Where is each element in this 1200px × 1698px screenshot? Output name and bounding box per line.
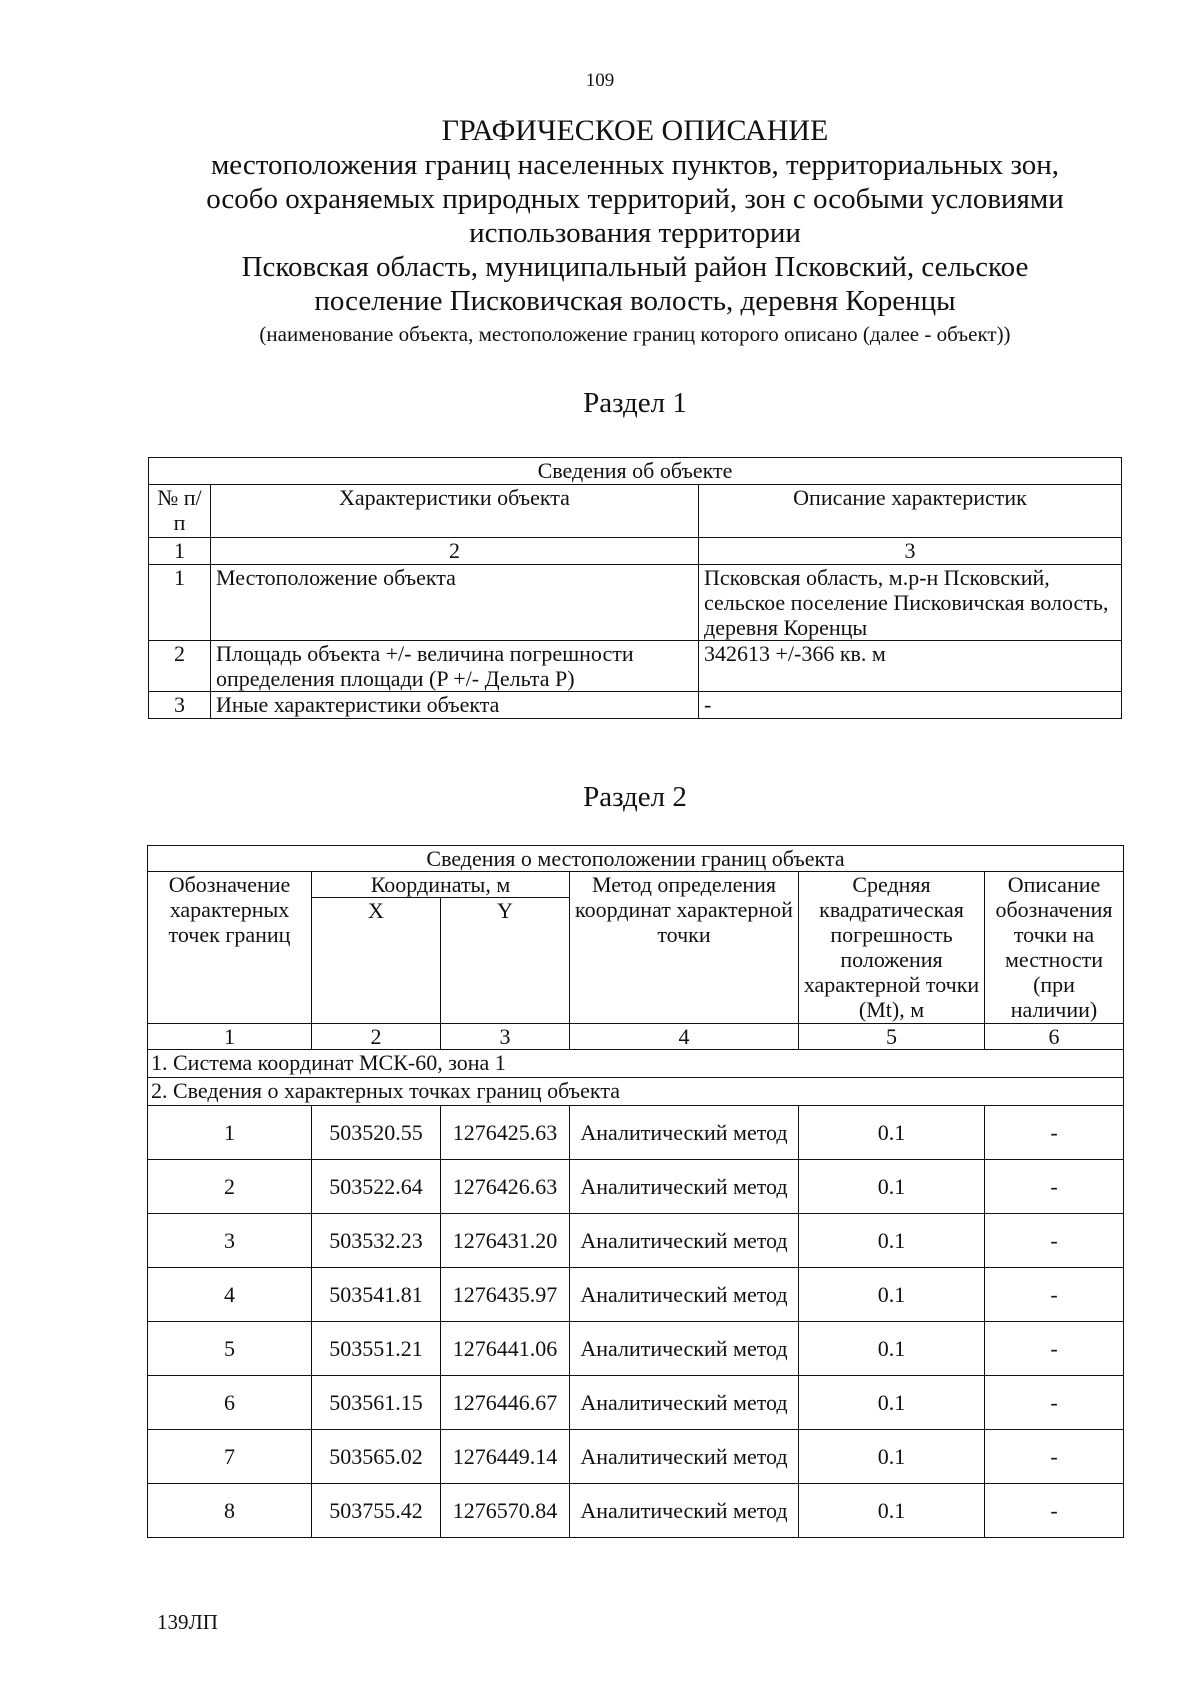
row-description: 342613 +/-366 кв. м: [699, 641, 1122, 692]
point-number: 1: [148, 1106, 312, 1160]
col-number-1: 1: [149, 538, 211, 565]
header-x: X: [312, 898, 441, 1024]
point-method: Аналитический метод: [570, 1268, 799, 1322]
title-line-5: поселение Писковичская волость, деревня Коренцы: [314, 285, 956, 317]
point-x: 503522.64: [312, 1160, 441, 1214]
table-row: [148, 1214, 1124, 1268]
point-x: 503755.42: [312, 1484, 441, 1538]
point-description: -: [985, 1268, 1124, 1322]
point-description: -: [985, 1430, 1124, 1484]
point-y: 1276431.20: [441, 1214, 570, 1268]
object-table-title: Сведения об объекте: [149, 458, 1122, 485]
point-description: -: [985, 1214, 1124, 1268]
point-error: 0.1: [799, 1484, 985, 1538]
point-description: -: [985, 1484, 1124, 1538]
point-error: 0.1: [799, 1214, 985, 1268]
point-error: 0.1: [799, 1376, 985, 1430]
point-method: Аналитический метод: [570, 1484, 799, 1538]
point-error: 0.1: [799, 1430, 985, 1484]
point-error: 0.1: [799, 1268, 985, 1322]
point-method: Аналитический метод: [570, 1376, 799, 1430]
point-error: 0.1: [799, 1322, 985, 1376]
point-method: Аналитический метод: [570, 1160, 799, 1214]
point-number: 8: [148, 1484, 312, 1538]
page-number: 109: [585, 70, 615, 91]
point-description: -: [985, 1160, 1124, 1214]
point-number: 4: [148, 1268, 312, 1322]
point-x: 503541.81: [312, 1268, 441, 1322]
point-description: -: [985, 1106, 1124, 1160]
point-method: Аналитический метод: [570, 1430, 799, 1484]
point-error: 0.1: [799, 1160, 985, 1214]
point-number: 5: [148, 1322, 312, 1376]
section-2-heading: Раздел 2: [583, 781, 687, 813]
point-number: 2: [148, 1160, 312, 1214]
point-x: 503551.21: [312, 1322, 441, 1376]
coordinate-system: 1. Система координат МСК-60, зона 1: [148, 1050, 1124, 1078]
title-line-3: использования территории: [469, 217, 801, 249]
boundary-points-table: [147, 845, 1124, 1538]
point-y: 1276426.63: [441, 1160, 570, 1214]
table-row: [148, 1484, 1124, 1538]
row-description: -: [699, 692, 1122, 719]
row-description: Псковская область, м.р-н Псковский, сельское поселение Писковичская волость, деревня Коренцы: [699, 565, 1122, 641]
title-main: ГРАФИЧЕСКОЕ ОПИСАНИЕ: [441, 114, 829, 147]
point-x: 503565.02: [312, 1430, 441, 1484]
point-number: 7: [148, 1430, 312, 1484]
row-characteristic: Местоположение объекта: [211, 565, 699, 641]
title-line-1: местоположения границ населенных пунктов, территориальных зон,: [210, 149, 1060, 181]
header-number: № п/п: [149, 485, 211, 538]
footer-code: 139ЛП: [157, 1610, 218, 1634]
point-method: Аналитический метод: [570, 1322, 799, 1376]
point-y: 1276570.84: [441, 1484, 570, 1538]
header-y: Y: [441, 898, 570, 1024]
col-number-2: 2: [312, 1024, 441, 1050]
table-row: [149, 565, 1122, 641]
table-row: [148, 1430, 1124, 1484]
row-number: 2: [149, 641, 211, 692]
table-row: [149, 641, 1122, 692]
point-error: 0.1: [799, 1106, 985, 1160]
point-method: Аналитический метод: [570, 1106, 799, 1160]
point-x: 503532.23: [312, 1214, 441, 1268]
col-number-1: 1: [148, 1024, 312, 1050]
boundary-table-title: Сведения о местоположении границ объекта: [148, 846, 1124, 872]
table-row: [148, 1376, 1124, 1430]
point-x: 503520.55: [312, 1106, 441, 1160]
col-number-4: 4: [570, 1024, 799, 1050]
col-number-5: 5: [799, 1024, 985, 1050]
points-section-title: 2. Сведения о характерных точках границ объекта: [148, 1078, 1124, 1106]
point-y: 1276425.63: [441, 1106, 570, 1160]
col-number-3: 3: [699, 538, 1122, 565]
object-info-table: [148, 457, 1122, 719]
header-coordinates: Координаты, м: [312, 872, 570, 898]
table-row: [148, 1160, 1124, 1214]
header-description: Описание характеристик: [699, 485, 1122, 538]
document-title: [150, 114, 1120, 347]
title-line-4: Псковская область, муниципальный район Псковский, сельское: [241, 251, 1029, 283]
point-y: 1276441.06: [441, 1322, 570, 1376]
col-number-6: 6: [985, 1024, 1124, 1050]
table-row: [148, 1322, 1124, 1376]
point-x: 503561.15: [312, 1376, 441, 1430]
row-number: 3: [149, 692, 211, 719]
header-method: Метод определения координат характерной точки: [570, 872, 799, 1024]
table-row: [148, 1268, 1124, 1322]
row-characteristic: Площадь объекта +/- величина погрешности определения площади (P +/- Дельта P): [211, 641, 699, 692]
point-number: 6: [148, 1376, 312, 1430]
table-row: [149, 692, 1122, 719]
header-point-description: Описание обозначения точки на местности (при наличии): [985, 872, 1124, 1024]
table-row: [148, 1106, 1124, 1160]
col-number-3: 3: [441, 1024, 570, 1050]
point-description: -: [985, 1376, 1124, 1430]
header-error: Средняя квадратическая погрешность положения характерной точки (Mt), м: [799, 872, 985, 1024]
row-characteristic: Иные характеристики объекта: [211, 692, 699, 719]
point-y: 1276449.14: [441, 1430, 570, 1484]
title-note: (наименование объекта, местоположение границ которого описано (далее - объект)): [259, 322, 1011, 346]
point-description: -: [985, 1322, 1124, 1376]
col-number-2: 2: [211, 538, 699, 565]
section-1-heading: Раздел 1: [583, 387, 687, 419]
point-y: 1276435.97: [441, 1268, 570, 1322]
point-number: 3: [148, 1214, 312, 1268]
title-line-2: особо охраняемых природных территорий, зон с особыми условиями: [206, 183, 1064, 215]
header-designation: Обозначение характерных точек границ: [148, 872, 312, 1024]
point-method: Аналитический метод: [570, 1214, 799, 1268]
row-number: 1: [149, 565, 211, 641]
header-characteristics: Характеристики объекта: [211, 485, 699, 538]
point-y: 1276446.67: [441, 1376, 570, 1430]
